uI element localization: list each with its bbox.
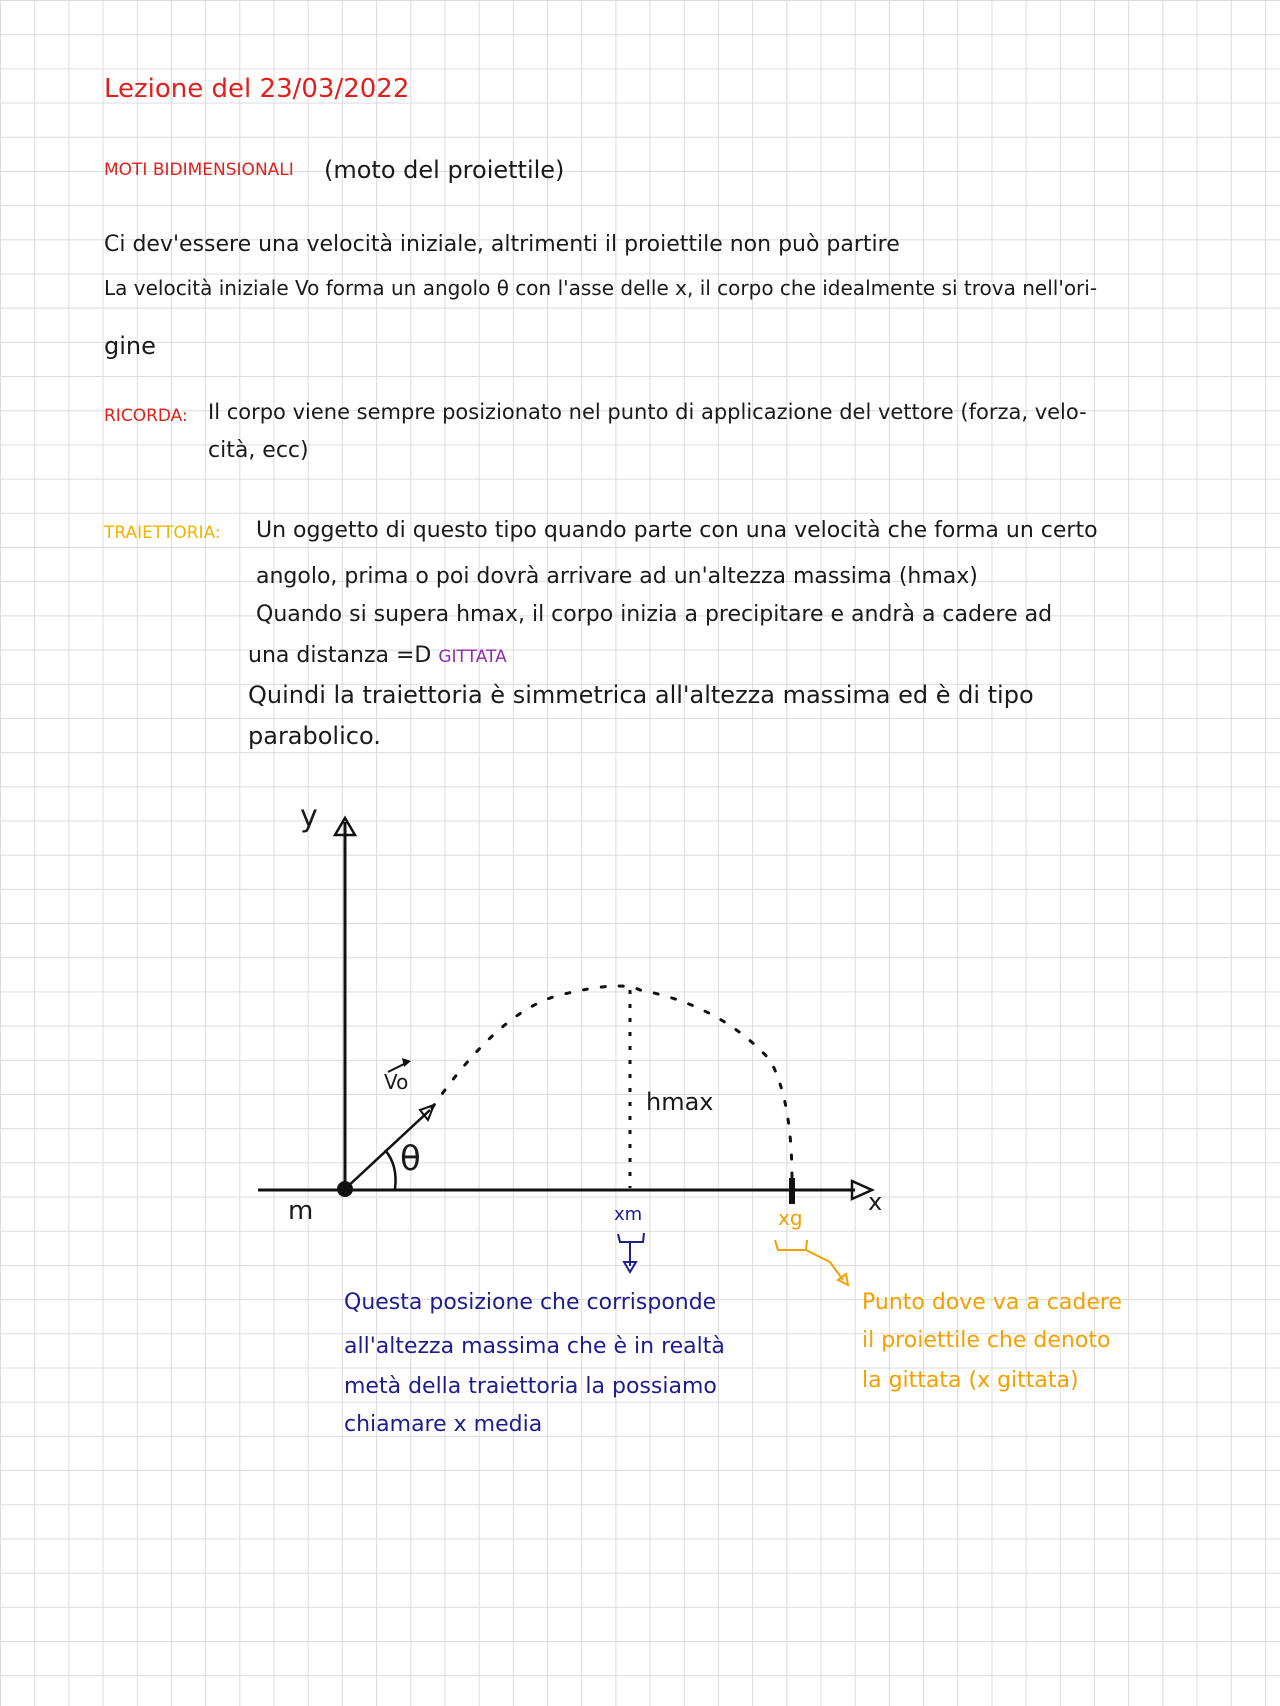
intro-line-1: Ci dev'essere una velocità iniziale, altrimenti il proiettile non può partire — [104, 232, 900, 257]
angle-label: θ — [400, 1139, 421, 1179]
traiettoria-line-2: angolo, prima o poi dovrà arrivare ad un'altezza massima (hmax) — [256, 564, 978, 589]
note-xg-line-1: Punto dove va a cadere — [862, 1290, 1122, 1315]
section-subheading: (moto del proiettile) — [324, 156, 565, 184]
velocity-label: Vo — [384, 1070, 409, 1094]
traiettoria-label: TRAIETTORIA: — [104, 523, 221, 543]
origin-label: m — [288, 1196, 314, 1226]
section-heading: MOTI BIDIMENSIONALI — [104, 160, 294, 180]
ricorda-label: RICORDA: — [104, 406, 188, 426]
hmax-label: hmax — [646, 1088, 714, 1116]
gittata-highlight: GITTATA — [438, 647, 507, 667]
xg-label: xg — [778, 1206, 803, 1230]
trajectory-curve — [432, 986, 792, 1180]
page-title: Lezione del 23/03/2022 — [104, 74, 410, 104]
xm-bracket — [618, 1233, 644, 1242]
traiettoria-line-5: Quindi la traiettoria è simmetrica all'altezza massima ed è di tipo — [248, 681, 1034, 709]
xg-bracket — [775, 1240, 807, 1250]
intro-line-3: gine — [104, 332, 156, 360]
ricorda-line-1: Il corpo viene sempre posizionato nel punto di applicazione del vettore (forza, velo- — [208, 400, 1087, 424]
note-xm-line-2: all'altezza massima che è in realtà — [344, 1334, 725, 1359]
ricorda-line-2: cità, ecc) — [208, 438, 309, 463]
note-xg-line-3: la gittata (x gittata) — [862, 1368, 1079, 1393]
traiettoria-line-3: Quando si supera hmax, il corpo inizia a precipitare e andrà a cadere ad — [256, 602, 1053, 627]
x-axis-label: x — [868, 1188, 883, 1216]
intro-line-2: La velocità iniziale Vo forma un angolo θ con l'asse delle x, il corpo che idealmente si trova nell'ori- — [104, 276, 1098, 300]
traiettoria-line-1: Un oggetto di questo tipo quando parte con una velocità che forma un certo — [256, 518, 1098, 543]
traiettoria-line-4-prefix: una distanza =D — [248, 643, 432, 668]
note-xm-line-4: chiamare x media — [344, 1412, 543, 1437]
xg-arrow — [806, 1250, 843, 1280]
note-xg-line-2: il proiettile che denoto — [862, 1328, 1111, 1353]
y-axis-label: y — [300, 799, 318, 834]
note-xm-line-3: metà della traiettoria la possiamo — [344, 1374, 717, 1399]
traiettoria-line-6: parabolico. — [248, 722, 381, 750]
angle-arc — [385, 1150, 396, 1189]
vector-bar-icon — [402, 1058, 411, 1067]
note-xm-line-1: Questa posizione che corrisponde — [344, 1290, 717, 1315]
xm-label: xm — [614, 1204, 643, 1225]
